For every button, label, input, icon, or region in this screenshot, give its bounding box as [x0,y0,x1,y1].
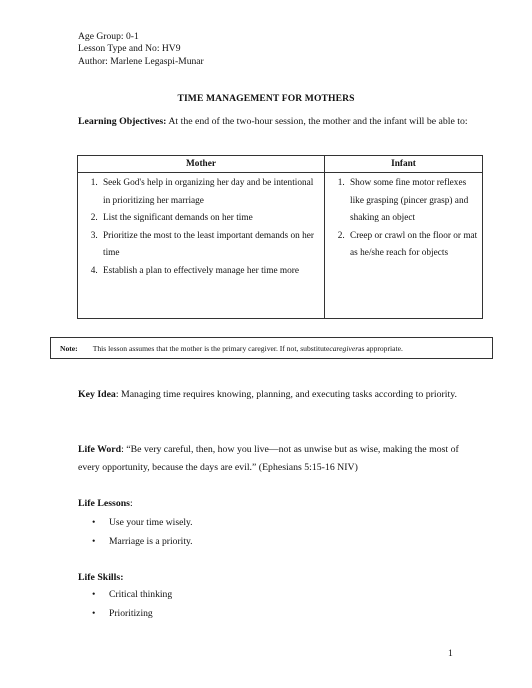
age-group: Age Group: 0-1 [78,31,139,42]
note-text-after: as appropriate. [358,343,403,353]
life-lessons-list [92,513,193,551]
objectives-text: At the end of the two-hour session, the mother and the infant will be able to: [168,116,468,127]
list-item: 3. Prioritize the most to the least important demands on her time [100,228,320,263]
life-word-label: Life Word [78,444,122,455]
column-header-infant: Infant [325,156,483,173]
life-skills-list [92,585,172,623]
key-idea-label: Key Idea [78,389,116,400]
document-header [78,31,204,68]
list-item: 1. Show some fine motor reflexes like grasping (pincer grasp) and shaking an object [347,175,478,228]
list-item: • Marriage is a priority. [92,532,193,551]
mother-objectives-cell [78,173,325,319]
key-idea [78,386,478,404]
page-number: 1 [448,648,453,659]
lesson-type: Lesson Type and No: HV9 [78,43,181,55]
list-item: 1. Seek God's help in organizing her day and be intentional in prioritizing her marriage [100,175,320,210]
life-skills-label: Life Skills: [78,572,124,583]
note-box [50,337,493,359]
objectives-table [77,155,483,319]
list-item: 2. Creep or crawl on the floor or mat as he/she reach for objects [347,228,478,263]
list-item: 2. List the significant demands on her time [100,210,320,228]
page-title: TIME MANAGEMENT FOR MOTHERS [177,93,355,104]
infant-objectives-list [329,175,478,263]
life-lessons-colon: : [129,498,133,509]
life-word-text: : “Be very careful, then, how you live—not as unwise but as wise, making the most of every opportunity, because the days are evil.” (Ephesians 5:15-16 NIV) [78,444,459,473]
life-lessons-label: Life Lessons [78,498,130,509]
author: Author: Marlene Legaspi-Munar [78,55,204,67]
mother-objectives-list [82,175,320,280]
life-lessons-heading [78,495,478,513]
table-header-row [78,156,483,173]
objectives-label: Learning Objectives: [78,116,167,127]
list-item: • Critical thinking [92,585,172,604]
note-text-before: This lesson assumes that the mother is the primary caregiver. If not, substitute [92,343,330,353]
learning-objectives [78,113,478,131]
note-label: Note: [60,343,78,353]
life-word [78,441,478,477]
note-text-italic: caregiver [329,343,359,353]
infant-objectives-cell [325,173,483,319]
table-row [78,173,483,319]
list-item: 4. Establish a plan to effectively manage her time more [100,263,320,281]
list-item: • Use your time wisely. [92,513,193,532]
key-idea-text: : Managing time requires knowing, planning, and executing tasks according to priority. [115,389,457,400]
list-item: • Prioritizing [92,604,172,623]
column-header-mother: Mother [78,156,325,173]
